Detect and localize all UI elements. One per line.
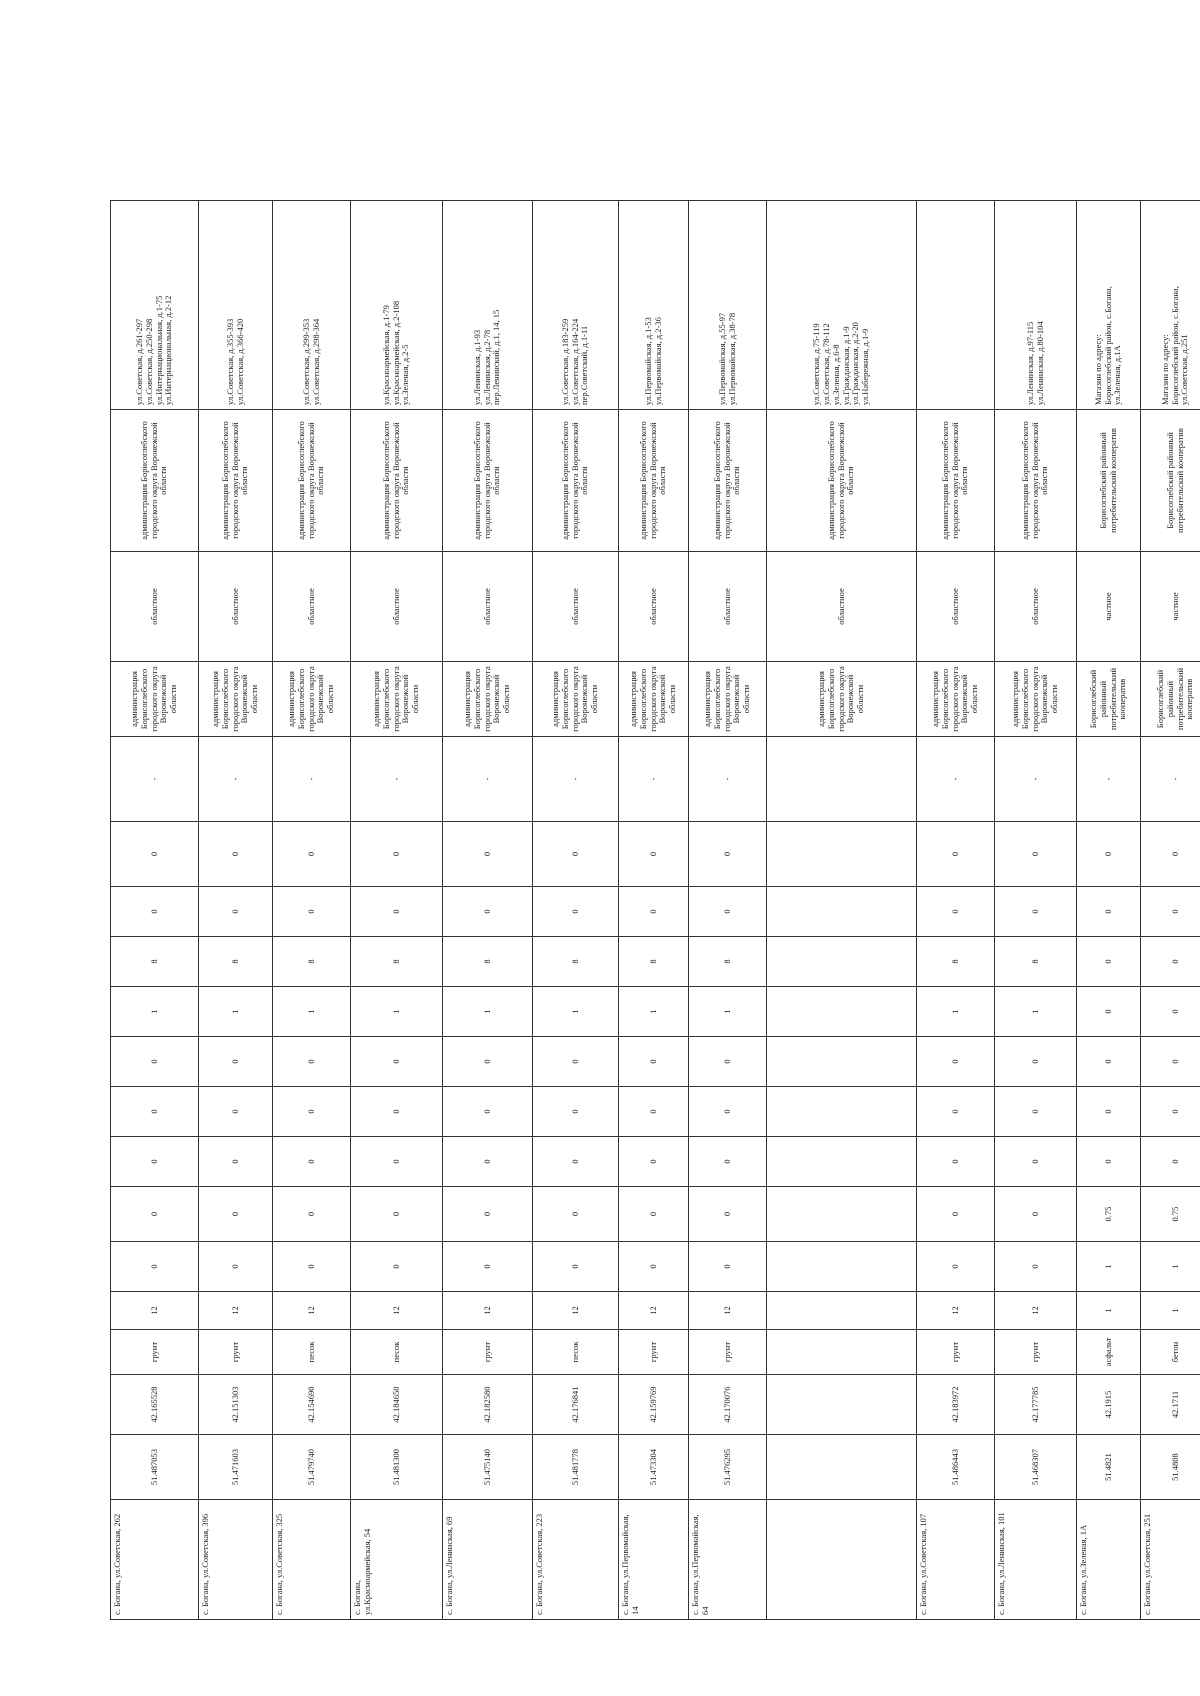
ownership-type-cell: областное (995, 552, 1077, 662)
area-cell: 0 (351, 1242, 443, 1292)
waste-sources-cell (1077, 201, 1141, 410)
waste-sources-cell (917, 201, 995, 410)
planned-containers-cell: 0 (995, 1087, 1077, 1137)
operator-cell: Борисоглебский районный потребительский кооператив (1141, 410, 1200, 552)
planned-bins-cell: 0 (443, 887, 533, 937)
bins-volume-cell: 8 (273, 937, 351, 987)
waste-source-line: ул.Советская, д.78-112 (820, 323, 831, 405)
location-cell: с. Богана, ул.Советская, 262 (111, 1500, 199, 1620)
waste-source-line: ул.Ленинская, д.2-78 (481, 329, 492, 405)
planned-containers-cell: 0 (533, 1087, 619, 1137)
planned-bins-cell: 0 (917, 887, 995, 937)
location-cell: с. Богана, ул.Первомайская, 64 (689, 1500, 767, 1620)
containers-count-cell (767, 1187, 917, 1242)
waste-sources-cell (273, 201, 351, 410)
waste-source-line: ул.Советская, д.261-297 (133, 318, 144, 405)
surface-type-cell: грунт (111, 1330, 199, 1375)
waste-source-line: ул.Интернациональная, д.2-12 (163, 295, 174, 405)
planned-volume-cell: 0 (351, 1037, 443, 1087)
note-cell (767, 737, 917, 822)
owner-cell: администрация Борисоглебского городского округа Воронежской области (111, 662, 199, 737)
containers-count-cell: 0 (273, 1187, 351, 1242)
owner-cell: Борисоглебский районный потребительский кооператив (1077, 662, 1141, 737)
surface-type-cell: грунт (917, 1330, 995, 1375)
longitude-cell: 42.184650 (351, 1375, 443, 1435)
owner-cell: администрация Борисоглебского городского округа Воронежской области (199, 662, 273, 737)
operator-cell: администрация Борисоглебского городского округа Воронежской области (917, 410, 995, 552)
owner-cell: администрация Борисоглебского городского округа Воронежской области (917, 662, 995, 737)
note-cell: - (351, 737, 443, 822)
table-row (443, 201, 533, 1620)
surface-type-cell: грунт (689, 1330, 767, 1375)
sites-count-cell: 12 (111, 1292, 199, 1330)
latitude-cell: 51.486443 (917, 1435, 995, 1500)
planned-containers-cell: 0 (1077, 1087, 1141, 1137)
planned-bins-volume-cell: 0 (1141, 822, 1200, 887)
owner-cell: Борисоглебский районный потребительский кооператив (1141, 662, 1200, 737)
waste-source-line: ул.Советская, д.164-224 (569, 318, 580, 405)
planned-bins-cell: 0 (351, 887, 443, 937)
area-cell (767, 1242, 917, 1292)
planned-bins-volume-cell: 0 (995, 822, 1077, 887)
planned-containers-cell: 0 (443, 1087, 533, 1137)
ownership-type-cell: областное (111, 552, 199, 662)
location-cell: с. Богана, ул.Советская, 325 (273, 1500, 351, 1620)
containers-count-cell: 0 (619, 1187, 689, 1242)
sites-count-cell: 12 (917, 1292, 995, 1330)
planned-volume-cell: 0 (689, 1037, 767, 1087)
bins-volume-cell: 8 (443, 937, 533, 987)
waste-sites-table-page (110, 200, 1200, 1620)
waste-source-line: ул.Первомайская, д.1-53 (642, 317, 653, 405)
surface-type-cell: песок (533, 1330, 619, 1375)
container-volume-cell: 0 (273, 1137, 351, 1187)
waste-source-line: ул.Ленинская, д.1-93 (471, 329, 482, 405)
bins-volume-cell: 8 (533, 937, 619, 987)
containers-count-cell: 0 (443, 1187, 533, 1242)
waste-sources-cell (533, 201, 619, 410)
waste-source-line: ул.Советская, д.298-364 (310, 318, 321, 405)
container-volume-cell: 0 (443, 1137, 533, 1187)
planned-volume-cell: 0 (443, 1037, 533, 1087)
bins-volume-cell: 0 (1141, 937, 1200, 987)
operator-cell: администрация Борисоглебского городского округа Воронежской области (995, 410, 1077, 552)
planned-bins-volume-cell: 0 (443, 822, 533, 887)
bins-volume-cell: 8 (619, 937, 689, 987)
operator-cell: администрация Борисоглебского городского округа Воронежской области (767, 410, 917, 552)
operator-cell: администрация Борисоглебского городского округа Воронежской области (199, 410, 273, 552)
waste-sources-cell (619, 201, 689, 410)
bins-count-cell: 1 (199, 987, 273, 1037)
note-cell: - (443, 737, 533, 822)
bins-count-cell: 1 (619, 987, 689, 1037)
waste-source-line: ул.Первомайская, д.38-78 (726, 312, 737, 405)
waste-sources-cell (443, 201, 533, 410)
surface-type-cell: песок (351, 1330, 443, 1375)
waste-sources-cell (767, 201, 917, 410)
latitude-cell: 51.4821 (1077, 1435, 1141, 1500)
note-cell: - (917, 737, 995, 822)
planned-bins-cell: 0 (689, 887, 767, 937)
planned-volume-cell: 0 (111, 1037, 199, 1087)
note-cell: - (199, 737, 273, 822)
sites-count-cell: 12 (273, 1292, 351, 1330)
location-cell: с. Богана, ул.Зеленая, 1А (1077, 1500, 1141, 1620)
area-cell: 0 (619, 1242, 689, 1292)
owner-cell: администрация Борисоглебского городского округа Воронежской области (995, 662, 1077, 737)
container-volume-cell: 0 (111, 1137, 199, 1187)
planned-bins-volume-cell: 0 (199, 822, 273, 887)
bins-count-cell: 1 (533, 987, 619, 1037)
bins-volume-cell: 8 (995, 937, 1077, 987)
bins-volume-cell: 8 (689, 937, 767, 987)
planned-containers-cell: 0 (1141, 1087, 1200, 1137)
surface-type-cell: песок (273, 1330, 351, 1375)
waste-sources-cell (1141, 201, 1200, 410)
planned-volume-cell: 0 (199, 1037, 273, 1087)
longitude-cell: 42.1711 (1141, 1375, 1200, 1435)
planned-bins-cell: 0 (1077, 887, 1141, 937)
latitude-cell: 51.471603 (199, 1435, 273, 1500)
bins-volume-cell (767, 937, 917, 987)
ownership-type-cell: областное (767, 552, 917, 662)
longitude-cell: 42.151303 (199, 1375, 273, 1435)
waste-sources-cell (689, 201, 767, 410)
planned-bins-volume-cell: 0 (619, 822, 689, 887)
table-row (619, 201, 689, 1620)
waste-source-line: ул.Красноармейская, д.2-108 (390, 300, 401, 405)
table-row (351, 201, 443, 1620)
area-cell: 0 (689, 1242, 767, 1292)
longitude-cell: 42.165528 (111, 1375, 199, 1435)
planned-bins-cell: 0 (1141, 887, 1200, 937)
containers-count-cell: 0 (111, 1187, 199, 1242)
containers-count-cell: 0 (995, 1187, 1077, 1242)
latitude-cell: 51.481300 (351, 1435, 443, 1500)
note-cell: - (619, 737, 689, 822)
location-cell: с. Богана, ул.Ленинская, 69 (443, 1500, 533, 1620)
waste-source-line: пер.Ленинский, д.1, 14, 15 (491, 309, 502, 405)
note-cell: - (995, 737, 1077, 822)
container-volume-cell: 0 (1077, 1137, 1141, 1187)
note-cell: - (533, 737, 619, 822)
sites-count-cell: 12 (443, 1292, 533, 1330)
container-volume-cell: 0 (351, 1137, 443, 1187)
latitude-cell: 51.473304 (619, 1435, 689, 1500)
table-row (917, 201, 995, 1620)
waste-sources-cell (199, 201, 273, 410)
bins-volume-cell: 8 (351, 937, 443, 987)
area-cell: 1 (1077, 1242, 1141, 1292)
operator-cell: администрация Борисоглебского городского округа Воронежской области (619, 410, 689, 552)
planned-bins-volume-cell: 0 (111, 822, 199, 887)
containers-count-cell: 0 (351, 1187, 443, 1242)
ownership-type-cell: областное (619, 552, 689, 662)
bins-count-cell: 1 (111, 987, 199, 1037)
waste-sources-cell (111, 201, 199, 410)
longitude-cell (767, 1375, 917, 1435)
bins-count-cell (767, 987, 917, 1037)
location-cell: с. Богана, ул.Ленинская, 101 (995, 1500, 1077, 1620)
waste-source-line: ул.Первомайская, д.2-36 (652, 317, 663, 405)
bins-count-cell: 1 (995, 987, 1077, 1037)
waste-source-line: ул.Ленинская, д.97-115 (1024, 321, 1035, 405)
longitude-cell: 42.183972 (917, 1375, 995, 1435)
surface-type-cell: грунт (199, 1330, 273, 1375)
location-cell (767, 1500, 917, 1620)
note-cell: - (1077, 737, 1141, 822)
planned-containers-cell: 0 (619, 1087, 689, 1137)
bins-volume-cell: 8 (111, 937, 199, 987)
operator-cell: администрация Борисоглебского городского округа Воронежской области (443, 410, 533, 552)
bins-volume-cell: 8 (199, 937, 273, 987)
planned-containers-cell: 0 (689, 1087, 767, 1137)
sites-count-cell: 12 (351, 1292, 443, 1330)
longitude-cell: 42.159769 (619, 1375, 689, 1435)
container-volume-cell: 0 (619, 1137, 689, 1187)
latitude-cell: 51.476295 (689, 1435, 767, 1500)
planned-bins-cell: 0 (619, 887, 689, 937)
containers-count-cell: 0.75 (1077, 1187, 1141, 1242)
waste-source-line: ул.Советская, д.183-259 (559, 318, 570, 405)
container-volume-cell: 0 (689, 1137, 767, 1187)
planned-bins-volume-cell (767, 822, 917, 887)
planned-bins-cell: 0 (199, 887, 273, 937)
waste-source-line: пер.Советский, д.1-11 (579, 325, 590, 405)
table-row (1077, 201, 1141, 1620)
planned-bins-volume-cell: 0 (917, 822, 995, 887)
longitude-cell: 42.177785 (995, 1375, 1077, 1435)
waste-source-line: ул.Советская, д.299-353 (300, 318, 311, 405)
area-cell: 1 (1141, 1242, 1200, 1292)
note-cell: - (111, 737, 199, 822)
bins-count-cell: 0 (1077, 987, 1141, 1037)
location-cell: с. Богана, ул.Советская, 107 (917, 1500, 995, 1620)
planned-containers-cell: 0 (111, 1087, 199, 1137)
sites-count-cell (767, 1292, 917, 1330)
ownership-type-cell: областное (689, 552, 767, 662)
containers-count-cell: 0 (689, 1187, 767, 1242)
planned-containers-cell: 0 (917, 1087, 995, 1137)
longitude-cell: 42.182580 (443, 1375, 533, 1435)
planned-bins-volume-cell: 0 (1077, 822, 1141, 887)
location-cell: с. Богана, ул.Советская, 251 (1141, 1500, 1200, 1620)
planned-bins-volume-cell: 0 (533, 822, 619, 887)
waste-source-line: Борисоглебский район, с.Богана, (1169, 286, 1180, 405)
planned-bins-volume-cell: 0 (351, 822, 443, 887)
latitude-cell: 51.4808 (1141, 1435, 1200, 1500)
latitude-cell: 51.481778 (533, 1435, 619, 1500)
location-cell: с. Богана, ул.Советская, 223 (533, 1500, 619, 1620)
table-row (767, 201, 917, 1620)
waste-source-line: ул.Зеленая, д.1А (1112, 345, 1123, 405)
latitude-cell: 51.487053 (111, 1435, 199, 1500)
owner-cell: администрация Борисоглебского городского округа Воронежской области (351, 662, 443, 737)
ownership-type-cell: областное (443, 552, 533, 662)
sites-count-cell: 12 (619, 1292, 689, 1330)
planned-bins-cell: 0 (273, 887, 351, 937)
table-row (689, 201, 767, 1620)
surface-type-cell: бетон (1141, 1330, 1200, 1375)
waste-source-line: ул.Зеленая, д.6-8 (830, 344, 841, 405)
planned-containers-cell: 0 (351, 1087, 443, 1137)
waste-source-line: Магазин по адресу: (1159, 334, 1170, 405)
waste-source-line: Магазин по адресу: (1092, 334, 1103, 405)
note-cell: - (273, 737, 351, 822)
containers-count-cell: 0 (917, 1187, 995, 1242)
location-cell: с. Богана, ул.Советская, 396 (199, 1500, 273, 1620)
operator-cell: администрация Борисоглебского городского округа Воронежской области (351, 410, 443, 552)
sites-count-cell: 1 (1141, 1292, 1200, 1330)
latitude-cell: 51.468307 (995, 1435, 1077, 1500)
surface-type-cell (767, 1330, 917, 1375)
container-volume-cell: 0 (995, 1137, 1077, 1187)
table-row (995, 201, 1077, 1620)
table-row (111, 201, 199, 1620)
planned-volume-cell: 0 (917, 1037, 995, 1087)
containers-count-cell: 0 (533, 1187, 619, 1242)
ownership-type-cell: частное (1141, 552, 1200, 662)
waste-sources-cell (351, 201, 443, 410)
waste-source-line: ул.Ленинская, д.80-104 (1034, 321, 1045, 405)
ownership-type-cell: областное (351, 552, 443, 662)
area-cell: 0 (111, 1242, 199, 1292)
containers-count-cell: 0 (199, 1187, 273, 1242)
area-cell: 0 (443, 1242, 533, 1292)
waste-source-line: ул.Красноармейская, д.1-79 (380, 305, 391, 405)
sites-count-cell: 12 (689, 1292, 767, 1330)
operator-cell: Борисоглебский районный потребительский кооператив (1077, 410, 1141, 552)
waste-source-line: ул.Советская, д.355-393 (224, 318, 235, 405)
table-row (199, 201, 273, 1620)
longitude-cell: 42.1915 (1077, 1375, 1141, 1435)
location-cell: с. Богана, ул.Первомайская, 14 (619, 1500, 689, 1620)
latitude-cell: 51.475140 (443, 1435, 533, 1500)
waste-source-line: ул.Первомайская, д.55-97 (716, 312, 727, 405)
waste-source-line: ул.Советская, д.366-420 (234, 318, 245, 405)
longitude-cell: 42.170076 (689, 1375, 767, 1435)
note-cell: - (1141, 737, 1200, 822)
ownership-type-cell: частное (1077, 552, 1141, 662)
table-row (273, 201, 351, 1620)
owner-cell: администрация Борисоглебского городского округа Воронежской области (443, 662, 533, 737)
location-cell: с. Богана, ул.Красноармейская, 54 (351, 1500, 443, 1620)
planned-bins-cell (767, 887, 917, 937)
surface-type-cell: грунт (995, 1330, 1077, 1375)
sites-count-cell: 12 (533, 1292, 619, 1330)
planned-volume-cell: 0 (995, 1037, 1077, 1087)
owner-cell: администрация Борисоглебского городского округа Воронежской области (273, 662, 351, 737)
waste-source-line: ул.Гражданская, д.1-9 (840, 326, 851, 405)
container-volume-cell: 0 (533, 1137, 619, 1187)
latitude-cell: 51.479740 (273, 1435, 351, 1500)
planned-bins-cell: 0 (111, 887, 199, 937)
operator-cell: администрация Борисоглебского городского округа Воронежской области (689, 410, 767, 552)
waste-source-line: ул.Советская, д.251 (1179, 334, 1190, 405)
owner-cell: администрация Борисоглебского городского округа Воронежской области (767, 662, 917, 737)
operator-cell: администрация Борисоглебского городского округа Воронежской области (273, 410, 351, 552)
table-row (533, 201, 619, 1620)
latitude-cell (767, 1435, 917, 1500)
area-cell: 0 (995, 1242, 1077, 1292)
waste-source-line: ул.Зеленая, д.2-5 (400, 344, 411, 405)
bins-count-cell: 1 (917, 987, 995, 1037)
planned-bins-volume-cell: 0 (689, 822, 767, 887)
planned-containers-cell: 0 (199, 1087, 273, 1137)
waste-source-line: Борисоглебский район, с.Богана, (1102, 286, 1113, 405)
surface-type-cell: грунт (443, 1330, 533, 1375)
ownership-type-cell: областное (273, 552, 351, 662)
owner-cell: администрация Борисоглебского городского округа Воронежской области (689, 662, 767, 737)
sites-count-cell: 12 (995, 1292, 1077, 1330)
ownership-type-cell: областное (199, 552, 273, 662)
sites-count-cell: 1 (1077, 1292, 1141, 1330)
planned-volume-cell (767, 1037, 917, 1087)
planned-bins-cell: 0 (533, 887, 619, 937)
container-volume-cell (767, 1137, 917, 1187)
waste-sources-cell (995, 201, 1077, 410)
waste-source-line: ул.Набережная, д.1-9 (860, 328, 871, 405)
planned-bins-volume-cell: 0 (273, 822, 351, 887)
waste-source-line: ул.Советская, д.75-119 (811, 323, 822, 405)
container-volume-cell: 0 (917, 1137, 995, 1187)
planned-bins-cell: 0 (995, 887, 1077, 937)
planned-containers-cell (767, 1087, 917, 1137)
waste-source-line: ул.Гражданская, д.2-20 (850, 322, 861, 405)
waste-source-line: ул.Советская, д.250-298 (143, 318, 154, 405)
owner-cell: администрация Борисоглебского городского округа Воронежской области (533, 662, 619, 737)
containers-count-cell: 0.75 (1141, 1187, 1200, 1242)
surface-type-cell: асфальт (1077, 1330, 1141, 1375)
bins-count-cell: 1 (443, 987, 533, 1037)
planned-volume-cell: 0 (1141, 1037, 1200, 1087)
container-volume-cell: 0 (199, 1137, 273, 1187)
table-row (1141, 201, 1200, 1620)
area-cell: 0 (199, 1242, 273, 1292)
planned-volume-cell: 0 (273, 1037, 351, 1087)
ownership-type-cell: областное (533, 552, 619, 662)
bins-count-cell: 1 (351, 987, 443, 1037)
planned-volume-cell: 0 (619, 1037, 689, 1087)
operator-cell: администрация Борисоглебского городского округа Воронежской области (111, 410, 199, 552)
operator-cell: администрация Борисоглебского городского округа Воронежской области (533, 410, 619, 552)
longitude-cell: 42.176841 (533, 1375, 619, 1435)
ownership-type-cell: областное (917, 552, 995, 662)
area-cell: 0 (917, 1242, 995, 1292)
surface-type-cell: грунт (619, 1330, 689, 1375)
bins-count-cell: 1 (689, 987, 767, 1037)
area-cell: 0 (533, 1242, 619, 1292)
bins-count-cell: 1 (273, 987, 351, 1037)
note-cell: - (689, 737, 767, 822)
sites-count-cell: 12 (199, 1292, 273, 1330)
area-cell: 0 (273, 1242, 351, 1292)
bins-volume-cell: 8 (917, 937, 995, 987)
bins-volume-cell: 0 (1077, 937, 1141, 987)
waste-source-line: ул.Интернациональная, д.1-75 (153, 295, 164, 405)
planned-containers-cell: 0 (273, 1087, 351, 1137)
waste-sites-table (110, 200, 1200, 1620)
longitude-cell: 42.154690 (273, 1375, 351, 1435)
planned-volume-cell: 0 (533, 1037, 619, 1087)
container-volume-cell: 0 (1141, 1137, 1200, 1187)
bins-count-cell: 0 (1141, 987, 1200, 1037)
owner-cell: администрация Борисоглебского городского округа Воронежской области (619, 662, 689, 737)
planned-volume-cell: 0 (1077, 1037, 1141, 1087)
